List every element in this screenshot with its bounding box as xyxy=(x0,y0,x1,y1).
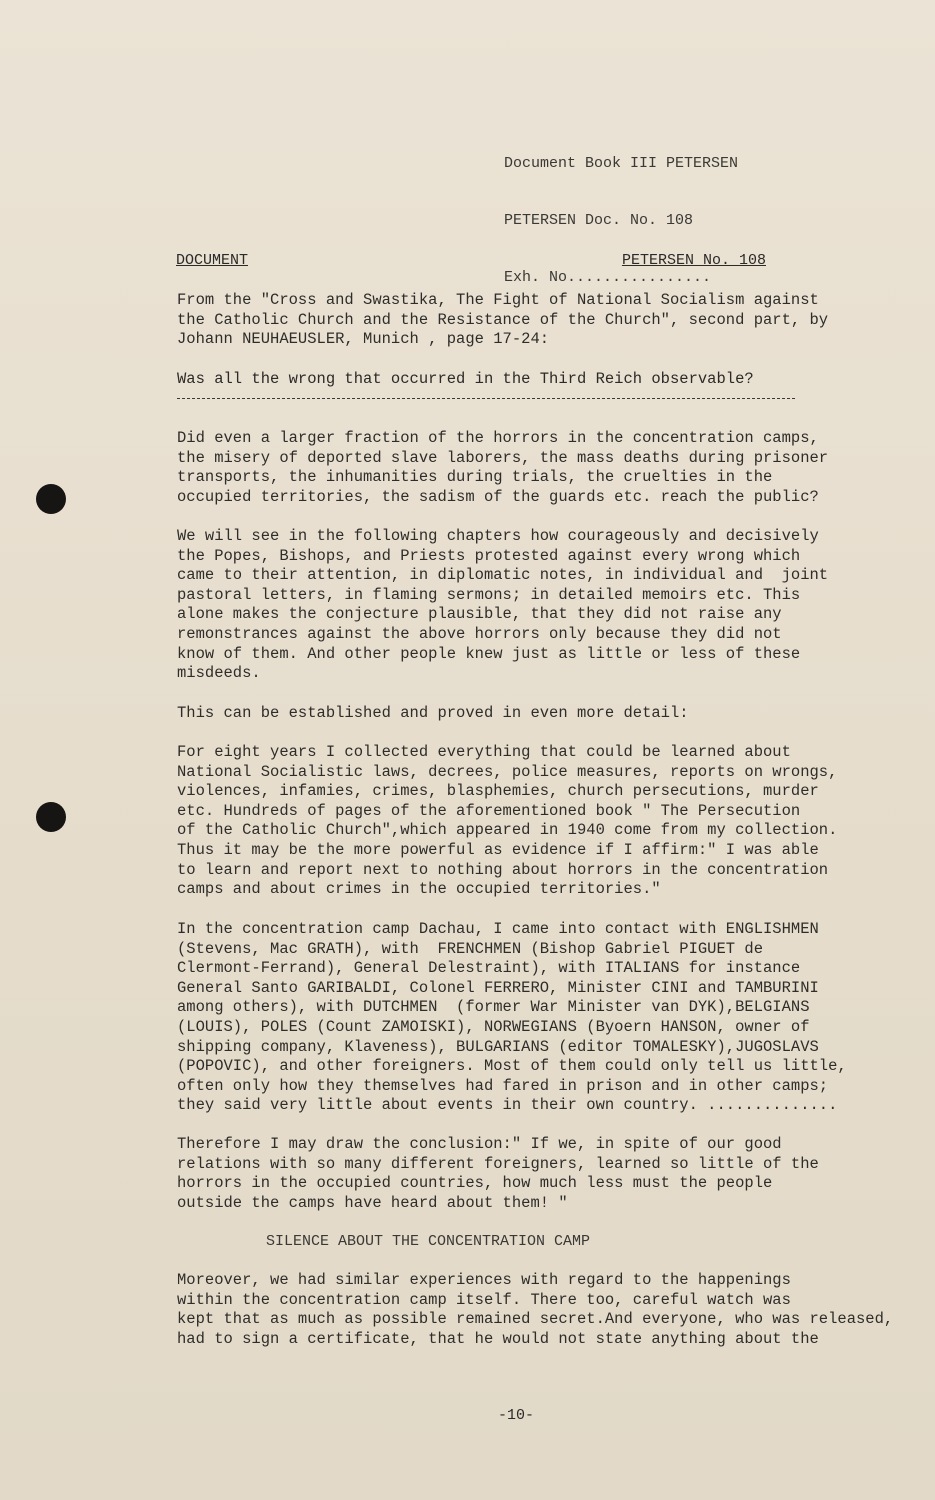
final-paragraph: Moreover, we had similar experiences with regard to the happenings within the concentration camp itself. There too, careful watch was kept that as much as possible remained secret.And everyone, who was released, had to sign a certificate, that he would not state anything about the xyxy=(177,1271,894,1348)
paragraph-3: This can be established and proved in even more detail: xyxy=(177,704,689,722)
header-line-exhibit: Exh. No................ xyxy=(504,269,712,286)
punch-hole-top xyxy=(36,484,66,514)
paragraph-2: We will see in the following chapters how courageously and decisively the Popes, Bishops, and Priests protested against every wrong which came to their attention, in diplomatic notes, in individual and joint pastoral letters, in flaming sermons; in detailed memoirs etc. This alone makes the conjecture plausible, that they did not raise any remonstrances against the above horrors only because they did not know of them. And other people knew just as little or less of these misdeeds. xyxy=(177,527,829,683)
paragraph-4: For eight years I collected everything that could be learned about National Socialistic laws, decrees, police measures, reports on wrongs, violences, infamies, crimes, blasphemies, church persecutions, murder etc. Hundreds of pages of the aforementioned book " The Persecution of the Catholic Church",which appeared in 1940 come from my collection. Thus it may be the more powerful as evidence if I affirm:" I was able to learn and report next to nothing about horrors in the concentration camps and about crimes in the occupied territories." xyxy=(177,743,838,899)
header-line-doc: PETERSEN Doc. No. 108 xyxy=(504,212,694,229)
punch-hole-bottom xyxy=(36,802,66,832)
document-label: DOCUMENT xyxy=(176,252,249,269)
section-title: SILENCE ABOUT THE CONCENTRATION CAMP xyxy=(266,1233,591,1250)
question-heading: Was all the wrong that occurred in the Third Reich observable? xyxy=(177,370,754,388)
dashed-underline xyxy=(177,398,795,399)
intro-paragraph: From the "Cross and Swastika, The Fight of National Socialism against the Catholic Church and the Resistance of the Church", second part, by Johann NEUHAEUSLER, Munich , page 17-24: xyxy=(177,291,829,349)
paragraph-1: Did even a larger fraction of the horrors in the concentration camps, the misery of deported slave laborers, the mass deaths during prisoner transports, the inhumanities during trials, the cruelties in the occupied territories, the sadism of the guards etc. reach the public? xyxy=(177,429,829,506)
paragraph-6: Therefore I may draw the conclusion:" If we, in spite of our good relations with so many different foreigners, learned so little of the horrors in the occupied countries, how much less must the people outside the camps have heard about them! " xyxy=(177,1135,819,1212)
document-number: PETERSEN No. 108 xyxy=(621,252,766,269)
paragraph-5: In the concentration camp Dachau, I came into contact with ENGLISHMEN (Stevens, Mac GRATH), with FRENCHMEN (Bishop Gabriel PIGUET de Clermont-Ferrand), General Delestraint), with ITALIANS for instance General Santo GARIBALDI, Colonel FERRERO, Minister CINI and TAMBURINI among others), with DUTCHMEN (former War Minister van DYK),BELGIANS (LOUIS), POLES (Count ZAMOISKI), NORWEGIANS (Byoern HANSON, owner of shipping company, Klaveness), BULGARIANS (editor TOMALESKY),JUGOSLAVS (POPOVIC), and other foreigners. Most of them could only tell us little, often only how they themselves had fared in prison and in other camps; they said very little about events in their own country. .............. xyxy=(177,920,847,1115)
page-number: -10- xyxy=(498,1407,535,1424)
header-line-book: Document Book III PETERSEN xyxy=(504,155,739,172)
